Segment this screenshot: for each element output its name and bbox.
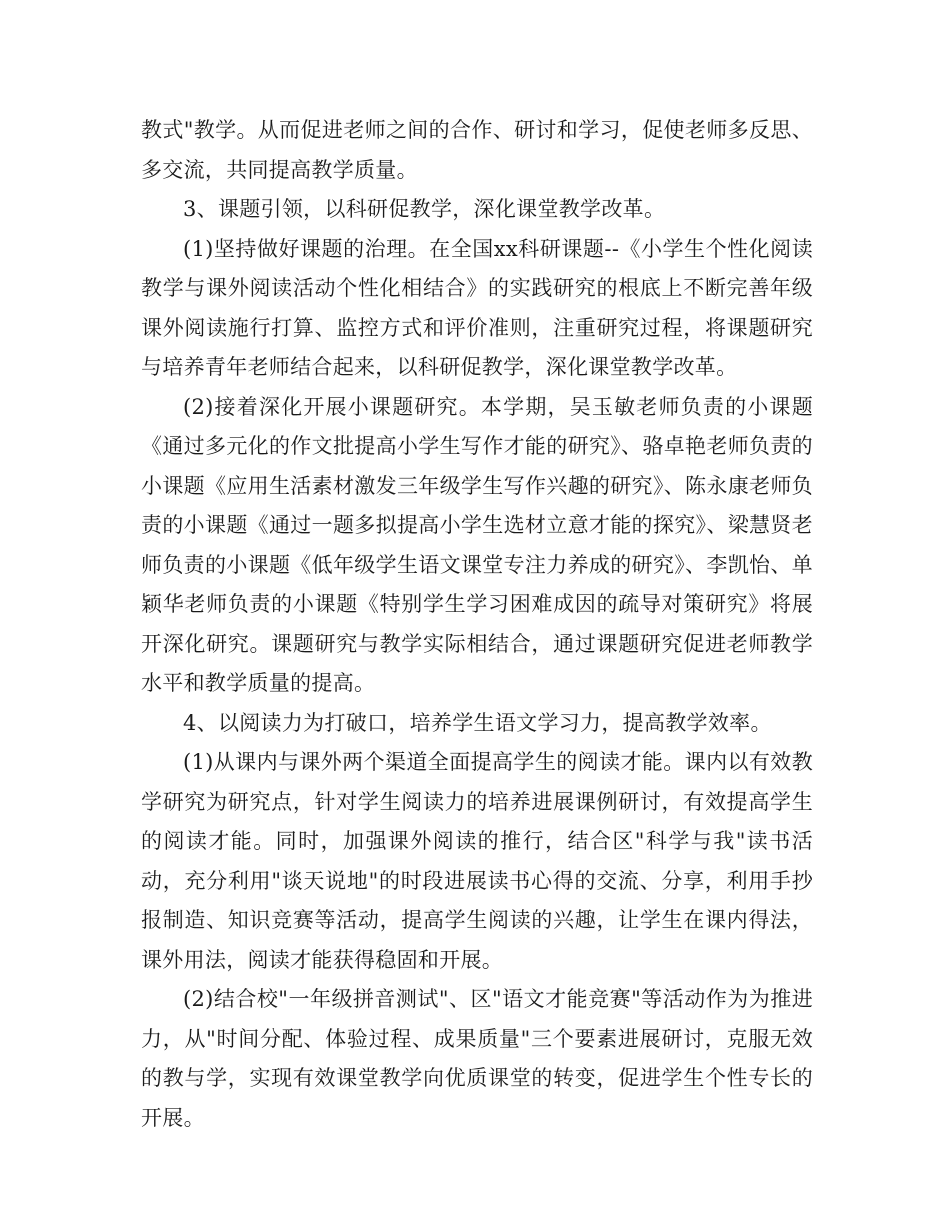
section-heading-3: 3、课题引领，以科研促教学，深化课堂教学改革。 [183,197,666,221]
paragraph-continuation: 教式"教学。从而促进老师之间的合作、研讨和学习，促使老师多反思、多交流，共同提高教学质量。 [141,118,813,182]
paragraph-3-2: (2)接着深化开展小课题研究。本学期，吴玉敏老师负责的小课题《通过多元化的作文批提高小学生写作才能的研究》、骆卓艳老师负责的小课题《应用生活素材激发三年级学生写作兴趣的研究》、陈永康老师负责的小课题《通过一题多拟提高小学生选材立意才能的探究》、梁慧贤老师负责的小课题《低年级学生语文课堂专注力养成的研究》、李凯怡、单颖华老师负责的小课题《特别学生学习困难成因的疏导对策研究》将展开深化研究。课题研究与教学实际相结合，通过课题研究促进老师教学水平和教学质量的提高。 [141,394,813,695]
section-heading-4: 4、以阅读力为打破口，培养学生语文学习力，提高教学效率。 [183,710,772,735]
paragraph-3-1: (1)坚持做好课题的治理。在全国xx科研课题--《小学生个性化阅读教学与课外阅读活动个性化相结合》的实践研究的根底上不断完善年级课外阅读施行打算、监控方式和评价准则，注重研究过程，将课题研究与培养青年老师结合起来，以科研促教学，深化课堂教学改革。 [141,236,813,379]
document-page [141,111,813,1138]
paragraph-4-2: (2)结合校"一年级拼音测试"、区"语文才能竞赛"等活动作为为推进力，从"时间分配、体验过程、成果质量"三个要素进展研讨，克服无效的教与学，实现有效课堂教学向优质课堂的转变，促进学生个性专长的开展。 [141,987,813,1130]
paragraph-4-1: (1)从课内与课外两个渠道全面提高学生的阅读才能。课内以有效教学研究为研究点，针对学生阅读力的培养进展课例研讨，有效提高学生的阅读才能。同时，加强课外阅读的推行，结合区"科学与我"读书活动，充分利用"谈天说地"的时段进展读书心得的交流、分享，利用手抄报制造、知识竞赛等活动，提高学生阅读的兴趣，让学生在课内得法，课外用法，阅读才能获得稳固和开展。 [141,750,813,972]
